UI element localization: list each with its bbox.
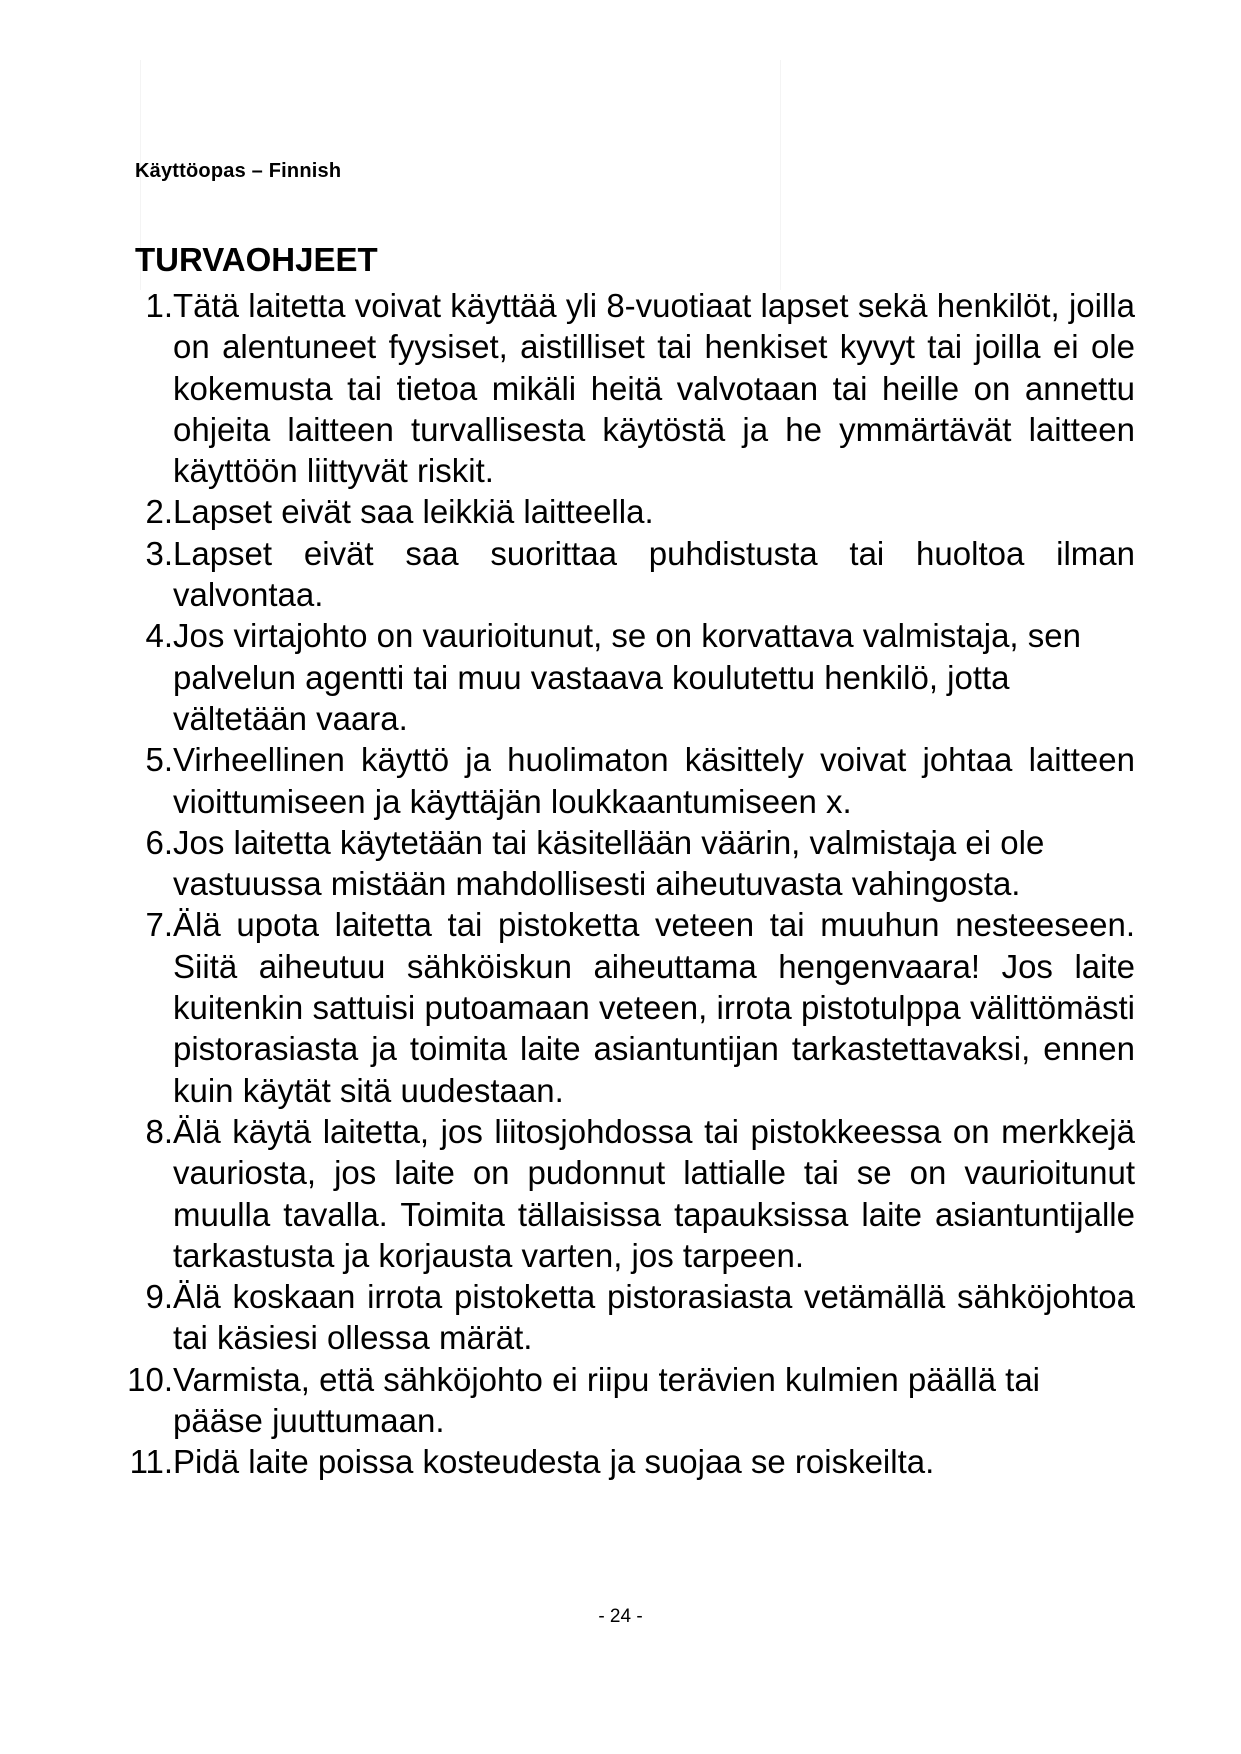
list-item-number: 10. <box>127 1360 173 1398</box>
list-item-text: Virheellinen käyttö ja huolimaton käsittely voivat johtaa laitteen vioittumiseen ja käyttäjän loukkaantumiseen x. <box>173 741 1135 820</box>
list-item-number: 4. <box>145 617 173 655</box>
list-item <box>100 533 1135 616</box>
list-item-number: 9. <box>145 1278 173 1316</box>
list-item-text: Lapset eivät saa suorittaa puhdistusta tai huoltoa ilman valvontaa. <box>173 534 1135 614</box>
list-item <box>100 1441 1135 1482</box>
list-item-text: Älä koskaan irrota pistoketta pistorasiasta vetämällä sähköjohtoa tai käsiesi ollessa märät. <box>173 1278 1135 1357</box>
list-item-number: 5. <box>145 741 173 779</box>
list-item-text: Jos laitetta käytetään tai käsitellään väärin, valmistaja ei ole vastuussa mistään mahdollisesti aiheutuvasta vahingosta. <box>173 823 1045 903</box>
list-item <box>100 285 1135 491</box>
list-item-text: Älä käytä laitetta, jos liitosjohdossa tai pistokkeessa on merkkejä vauriosta, jos laite on pudonnut lattialle tai se on vaurioitunut muulla tavalla. Toimita tällaisissa tapauksissa laite asiantuntijalle tarkastusta ja korjausta varten, jos tarpeen. <box>173 1112 1135 1274</box>
list-item-text: Pidä laite poissa kosteudesta ja suojaa se roiskeilta. <box>173 1443 935 1481</box>
list-item-number: 3. <box>145 534 173 572</box>
section-heading: TURVAOHJEET <box>135 241 378 278</box>
list-item-number: 7. <box>145 906 173 944</box>
list-item-text: Lapset eivät saa leikkiä laitteella. <box>173 493 654 531</box>
scan-artifact-right <box>780 60 781 290</box>
list-item-number: 11. <box>129 1443 173 1481</box>
list-item <box>100 822 1135 905</box>
list-item-text: Varmista, että sähköjohto ei riipu terävien kulmien päällä tai pääse juuttumaan. <box>173 1360 1041 1440</box>
list-item <box>100 491 1135 532</box>
running-header: Käyttöopas – Finnish <box>135 160 342 182</box>
list-item-number: 1. <box>145 287 173 324</box>
list-item <box>100 1359 1135 1442</box>
list-item <box>100 739 1135 822</box>
list-item-number: 2. <box>145 493 173 531</box>
list-item-number: 8. <box>145 1112 173 1150</box>
list-item <box>100 1111 1135 1276</box>
list-item-number: 6. <box>145 823 173 861</box>
list-item-text: Tätä laitetta voivat käyttää yli 8-vuotiaat lapset sekä henkilöt, joilla on alentuneet fyysiset, aistilliset tai henkiset kyvyt tai joilla ei ole kokemusta tai tietoa mikäli heitä valvotaan tai heille on annettu ohjeita laitteen turvallisesta käytöstä ja he ymmärtävät laitteen käyttöön liittyvät riskit. <box>173 287 1135 490</box>
list-item <box>100 615 1135 739</box>
list-item-text: Älä upota laitetta tai pistoketta veteen tai muuhun nesteeseen. Siitä aiheutuu sähköiskun aiheuttama hengenvaara! Jos laite kuitenkin sattuisi putoamaan veteen, irrota pistotulppa välittömästi pistorasiasta ja toimita laite asiantuntijan tarkastettavaksi, ennen kuin käytät sitä uudestaan. <box>173 906 1135 1109</box>
list-item-text: Jos virtajohto on vaurioitunut, se on korvattava valmistaja, sen palvelun agentti tai muu vastaava koulutettu henkilö, jotta vältetään vaara. <box>173 617 1081 737</box>
list-item <box>100 1276 1135 1359</box>
list-item <box>100 904 1135 1110</box>
safety-instructions-list <box>100 285 1135 1483</box>
page-number: - 24 - <box>598 1606 643 1627</box>
